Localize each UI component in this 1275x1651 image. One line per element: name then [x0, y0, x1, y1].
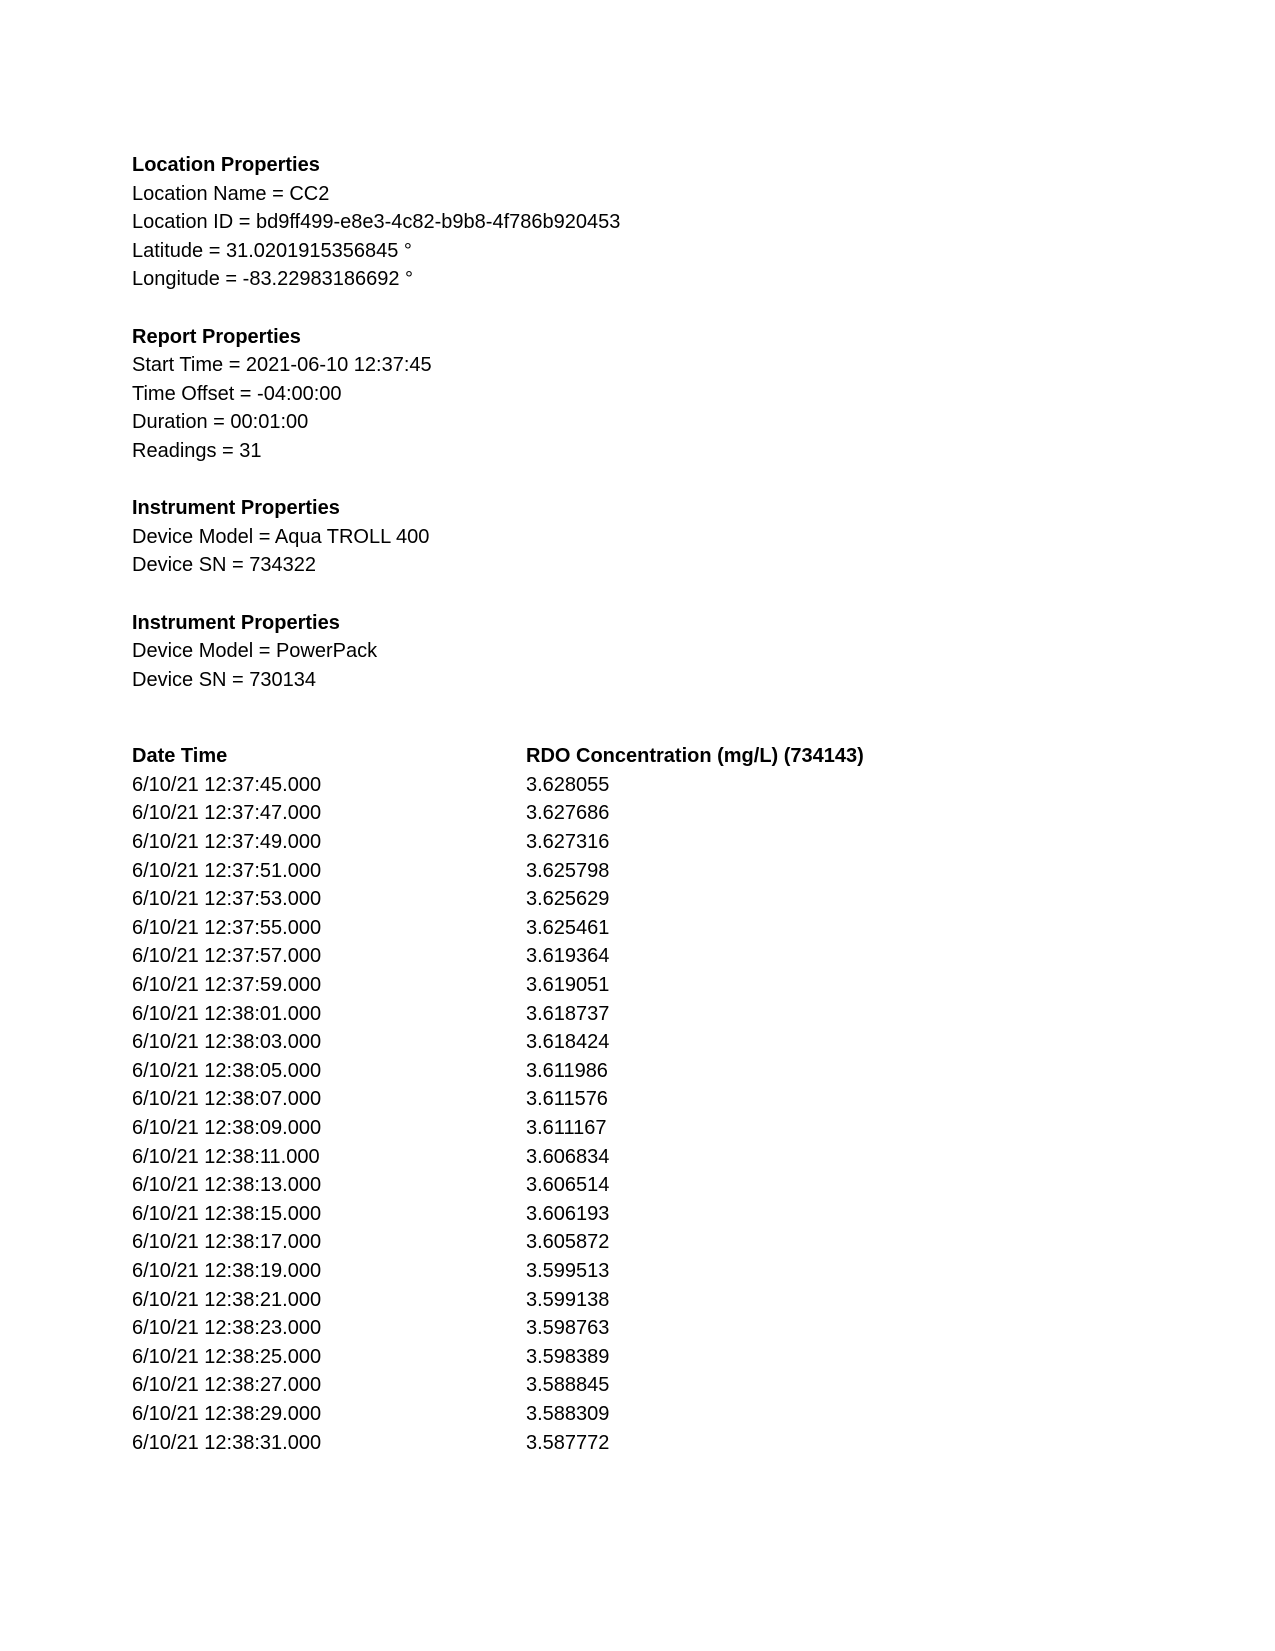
date-time-cell: 6/10/21 12:37:53.000: [132, 888, 322, 911]
table-row: [132, 1257, 1132, 1286]
section-spacer: [132, 580, 1132, 609]
rdo-concentration-cell: 3.611576: [526, 1088, 608, 1111]
table-row: [132, 1057, 1132, 1086]
date-time-cell: 6/10/21 12:37:55.000: [132, 916, 322, 939]
table-row: [132, 799, 1132, 828]
rdo-concentration-cell: 3.606193: [526, 1202, 610, 1225]
report-properties-heading: Report Properties: [132, 325, 301, 348]
date-time-cell: 6/10/21 12:38:03.000: [132, 1031, 322, 1054]
rdo-concentration-cell: 3.598389: [526, 1345, 610, 1368]
date-time-cell: 6/10/21 12:38:19.000: [132, 1259, 322, 1282]
date-time-cell: 6/10/21 12:37:47.000: [132, 802, 322, 825]
table-row: [132, 1143, 1132, 1172]
table-row: [132, 1314, 1132, 1343]
readings-count: Readings = 31: [132, 439, 262, 462]
date-time-cell: 6/10/21 12:38:29.000: [132, 1402, 322, 1425]
rdo-concentration-cell: 3.625629: [526, 888, 610, 911]
rdo-concentration-cell: 3.599513: [526, 1259, 610, 1282]
table-header-row: [132, 742, 1132, 771]
date-time-cell: 6/10/21 12:38:25.000: [132, 1345, 322, 1368]
report-page: [132, 151, 1132, 1457]
date-time-cell: 6/10/21 12:38:05.000: [132, 1059, 322, 1082]
instrument-properties-heading: Instrument Properties: [132, 497, 340, 520]
location-properties-section: [132, 151, 1132, 294]
rdo-concentration-cell: 3.618737: [526, 1002, 610, 1025]
date-time-cell: 6/10/21 12:37:59.000: [132, 974, 322, 997]
date-time-cell: 6/10/21 12:38:09.000: [132, 1117, 322, 1139]
table-row: [132, 1200, 1132, 1229]
date-time-cell: 6/10/21 12:37:49.000: [132, 831, 322, 854]
rdo-concentration-cell: 3.619051: [526, 974, 610, 997]
table-body: [132, 771, 1132, 1457]
report-properties-section: [132, 323, 1132, 466]
date-time-cell: 6/10/21 12:38:17.000: [132, 1231, 322, 1254]
rdo-concentration-cell: 3.598763: [526, 1317, 610, 1340]
rdo-concentration-cell: 3.627686: [526, 802, 610, 825]
section-spacer: [132, 694, 1132, 742]
date-time-cell: 6/10/21 12:38:27.000: [132, 1374, 322, 1397]
rdo-concentration-cell: 3.606834: [526, 1145, 610, 1168]
date-time-cell: 6/10/21 12:38:21.000: [132, 1288, 322, 1311]
rdo-concentration-cell: 3.625798: [526, 859, 610, 882]
table-row: [132, 1371, 1132, 1400]
table-row: [132, 1400, 1132, 1429]
rdo-concentration-cell: 3.587772: [526, 1431, 610, 1454]
instrument-properties-section: [132, 609, 1132, 695]
table-row: [132, 771, 1132, 800]
table-row: [132, 1028, 1132, 1057]
rdo-concentration-cell: 3.619364: [526, 945, 610, 968]
location-properties-heading: Location Properties: [132, 154, 320, 176]
rdo-concentration-cell: 3.588309: [526, 1402, 610, 1425]
table-row: [132, 1114, 1132, 1143]
table-row: [132, 914, 1132, 943]
location-name: Location Name = CC2: [132, 182, 330, 205]
date-time-cell: 6/10/21 12:38:07.000: [132, 1088, 322, 1111]
rdo-concentration-cell: 3.611167: [526, 1117, 607, 1139]
rdo-concentration-cell: 3.618424: [526, 1031, 610, 1054]
rdo-concentration-cell: 3.606514: [526, 1174, 610, 1197]
device-model: Device Model = Aqua TROLL 400: [132, 525, 430, 548]
longitude: Longitude = -83.22983186692 °: [132, 268, 414, 291]
table-row: [132, 857, 1132, 886]
date-time-cell: 6/10/21 12:38:15.000: [132, 1202, 322, 1225]
latitude: Latitude = 31.0201915356845 °: [132, 239, 412, 262]
rdo-concentration-cell: 3.625461: [526, 916, 610, 939]
section-spacer: [132, 294, 1132, 323]
date-time-cell: 6/10/21 12:37:45.000: [132, 773, 322, 796]
rdo-concentration-cell: 3.628055: [526, 773, 610, 796]
column-header-rdo-concentration: RDO Concentration (mg/L) (734143): [526, 745, 864, 768]
date-time-cell: 6/10/21 12:37:57.000: [132, 945, 322, 968]
table-row: [132, 971, 1132, 1000]
start-time: Start Time = 2021-06-10 12:37:45: [132, 354, 432, 377]
section-spacer: [132, 466, 1132, 495]
table-row: [132, 828, 1132, 857]
date-time-cell: 6/10/21 12:37:51.000: [132, 859, 322, 882]
date-time-cell: 6/10/21 12:38:31.000: [132, 1431, 322, 1454]
device-model: Device Model = PowerPack: [132, 640, 378, 663]
rdo-concentration-cell: 3.588845: [526, 1374, 610, 1397]
table-row: [132, 1085, 1132, 1114]
rdo-concentration-cell: 3.611986: [526, 1059, 608, 1082]
date-time-cell: 6/10/21 12:38:13.000: [132, 1174, 322, 1197]
table-row: [132, 942, 1132, 971]
rdo-concentration-cell: 3.605872: [526, 1231, 610, 1254]
instrument-properties-heading: Instrument Properties: [132, 611, 340, 634]
instrument-properties-section: [132, 494, 1132, 580]
column-header-date-time: Date Time: [132, 745, 228, 768]
date-time-cell: 6/10/21 12:38:11.000: [132, 1145, 320, 1168]
table-row: [132, 1000, 1132, 1029]
time-offset: Time Offset = -04:00:00: [132, 382, 342, 405]
date-time-cell: 6/10/21 12:38:23.000: [132, 1317, 322, 1340]
table-row: [132, 1171, 1132, 1200]
readings-table: [132, 742, 1132, 1457]
duration: Duration = 00:01:00: [132, 411, 309, 434]
table-row: [132, 1343, 1132, 1372]
table-row: [132, 885, 1132, 914]
device-sn: Device SN = 730134: [132, 668, 317, 691]
table-row: [132, 1429, 1132, 1458]
rdo-concentration-cell: 3.599138: [526, 1288, 610, 1311]
table-row: [132, 1228, 1132, 1257]
device-sn: Device SN = 734322: [132, 554, 317, 577]
table-row: [132, 1286, 1132, 1315]
rdo-concentration-cell: 3.627316: [526, 831, 610, 854]
date-time-cell: 6/10/21 12:38:01.000: [132, 1002, 322, 1025]
location-id: Location ID = bd9ff499-e8e3-4c82-b9b8-4f786b920453: [132, 211, 621, 234]
